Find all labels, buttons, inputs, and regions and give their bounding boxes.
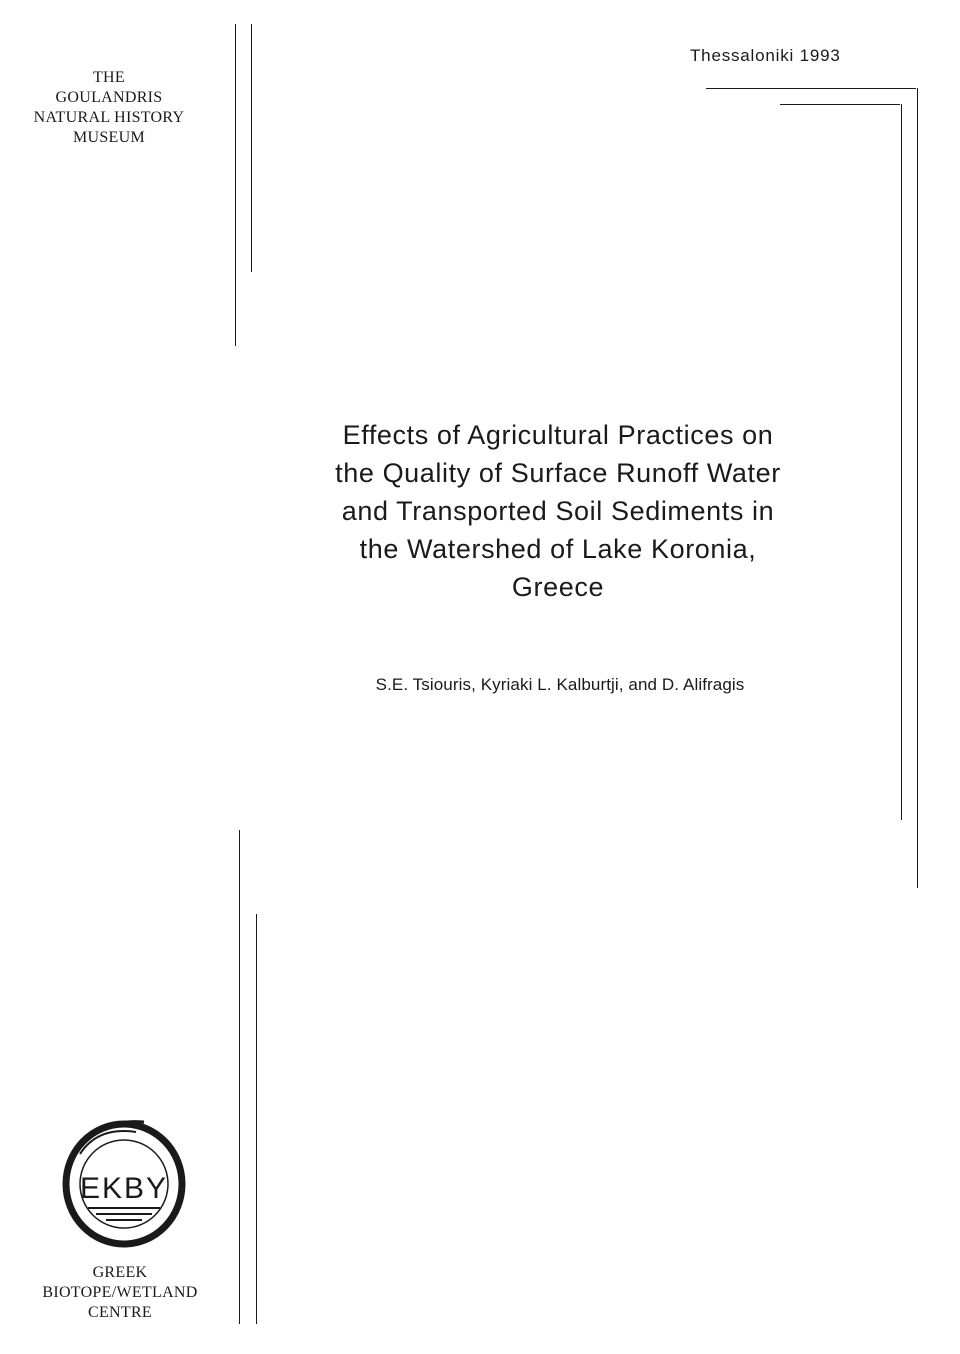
divider xyxy=(256,914,257,1324)
title-line: Effects of Agricultural Practices on xyxy=(342,420,774,450)
divider xyxy=(780,104,900,105)
title-line: and Transported Soil Sediments in xyxy=(341,496,775,526)
museum-name xyxy=(0,68,218,148)
centre-line: BIOTOPE/WETLAND xyxy=(42,1284,198,1301)
ekby-logo xyxy=(58,1112,190,1252)
museum-line: GOULANDRIS xyxy=(55,89,163,106)
centre-name xyxy=(0,1263,240,1323)
logo-text: EKBY xyxy=(79,1172,169,1205)
museum-line: NATURAL HISTORY xyxy=(33,109,185,126)
authors: S.E. Tsiouris, Kyriaki L. Kalburtji, and D. Alifragis xyxy=(375,675,745,694)
museum-line: THE xyxy=(92,69,125,86)
title-line: Greece xyxy=(511,572,605,602)
centre-line: CENTRE xyxy=(87,1304,153,1321)
title-line: the Quality of Surface Runoff Water xyxy=(335,458,781,488)
divider xyxy=(251,24,252,272)
divider xyxy=(706,88,916,89)
divider xyxy=(235,24,236,346)
divider xyxy=(901,104,902,820)
museum-line: MUSEUM xyxy=(72,129,146,146)
divider xyxy=(917,88,918,888)
place-date: Thessaloniki 1993 xyxy=(690,46,841,65)
title-line: the Watershed of Lake Koronia, xyxy=(359,534,757,564)
centre-line: GREEK xyxy=(92,1264,148,1281)
report-title xyxy=(250,416,866,606)
divider xyxy=(239,830,240,1324)
